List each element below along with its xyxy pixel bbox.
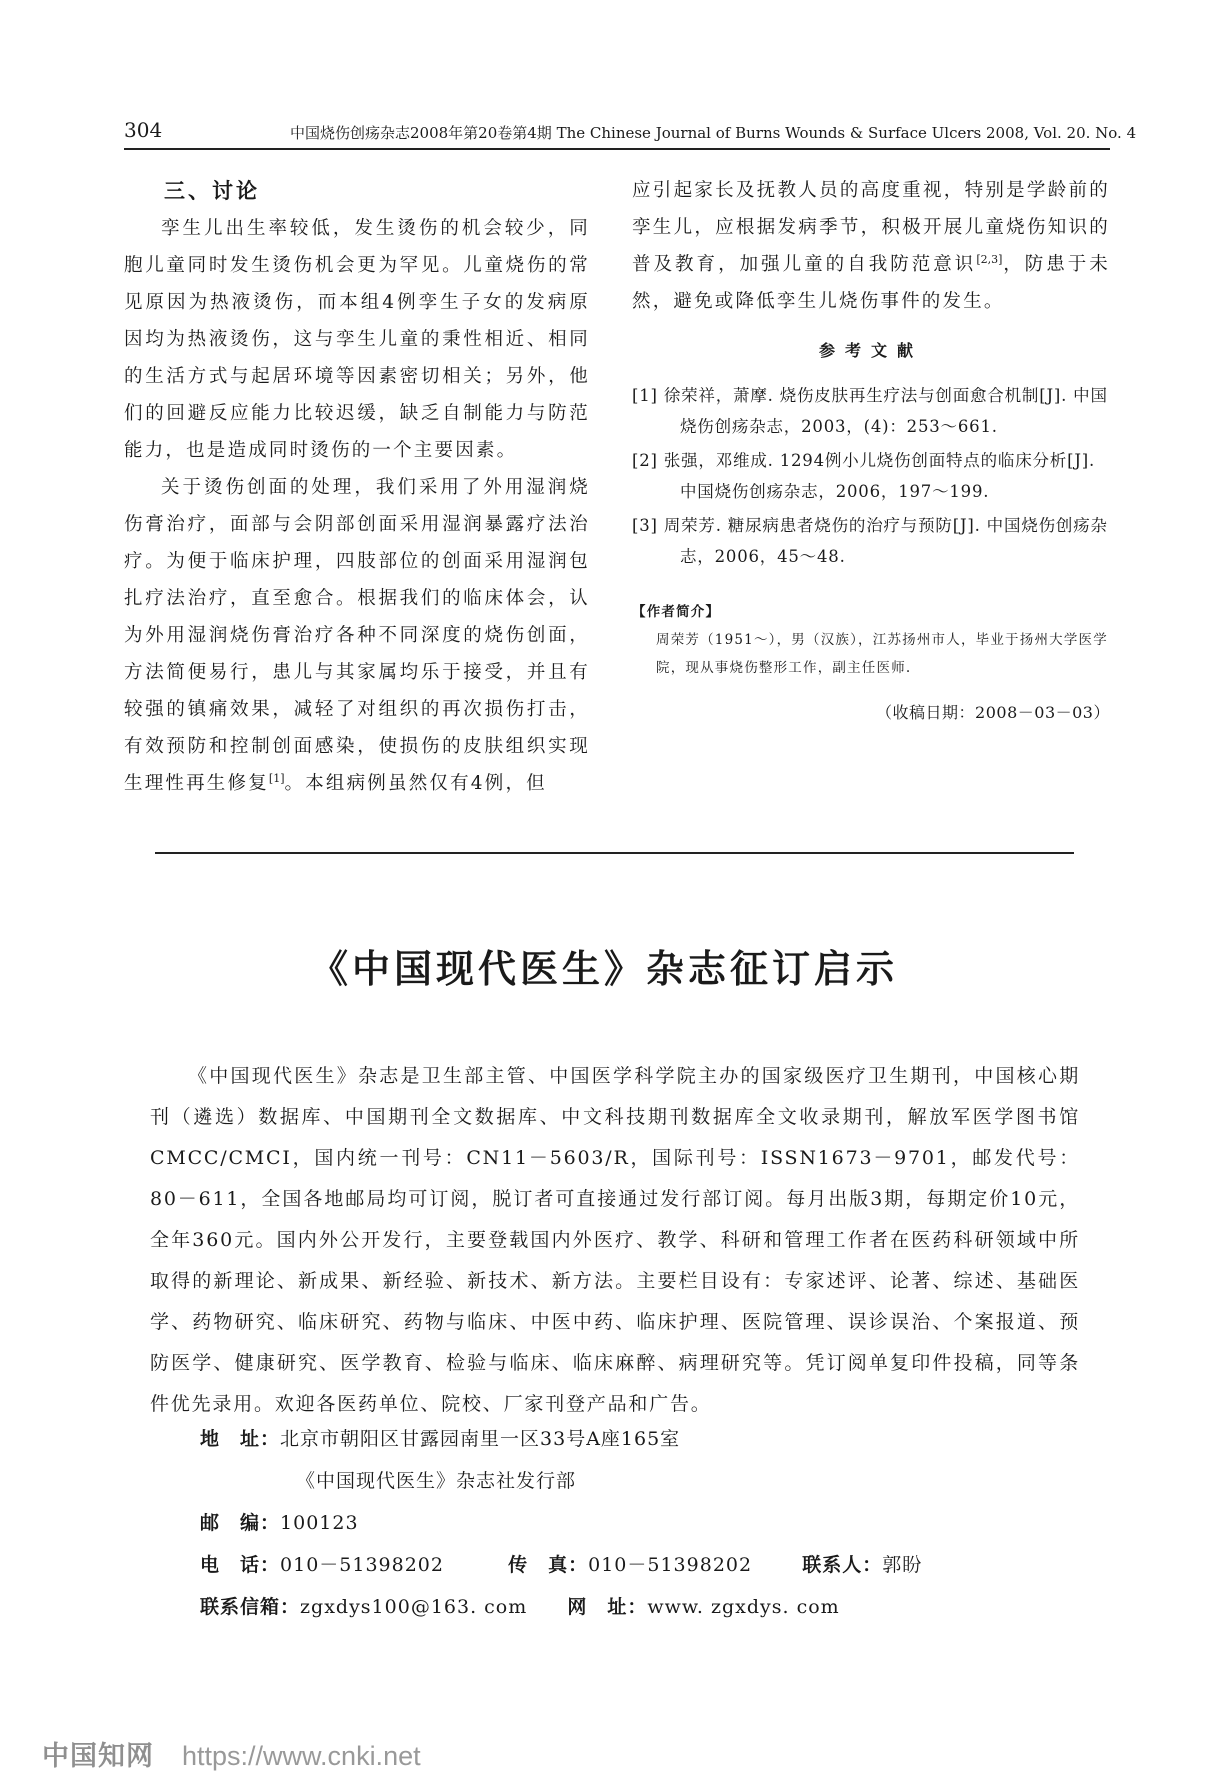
references-title: 参考文献 (818, 341, 923, 360)
section-divider (155, 852, 1074, 854)
reference-item: [1] 徐荣祥，萧摩. 烧伤皮肤再生疗法与创面愈合机制[J]. 中国烧伤创疡杂志，2003，(4)：253～661. (632, 386, 1108, 436)
fax-value: 010－51398202 (588, 1554, 753, 1576)
article-column-right (632, 172, 1110, 731)
notice-title: 《中国现代医生》杂志征订启示 (309, 946, 898, 991)
address-value: 北京市朝阳区甘露园南里一区33号A座165室 (280, 1428, 681, 1450)
author-info (632, 598, 1110, 682)
discussion-paragraph-2 (124, 469, 590, 802)
received-date: （收稿日期：2008－03－03） (876, 703, 1110, 722)
fax-label: 传 真： (508, 1554, 589, 1576)
running-head: 中国烧伤创疡杂志2008年第20卷第4期 The Chinese Journal of Burns Wounds & Surface Ulcers 2008, Vol. 20. No. 4 (290, 124, 1137, 142)
reference-list (632, 380, 1110, 572)
cnki-watermark (42, 1734, 421, 1773)
contact-person-label: 联系人： (802, 1554, 883, 1576)
reference-item: [2] 张强，邓维成. 1294例小儿烧伤创面特点的临床分析[J]. 中国烧伤创疡杂志，2006，197～199. (632, 451, 1096, 501)
paragraph-2-text: 关于烫伤创面的处理，我们采用了外用湿润烧伤膏治疗，面部与会阴部创面采用湿润暴露疗法治疗。为便于临床护理，四肢部位的创面采用湿润包扎疗法治疗，直至愈合。根据我们的临床体会，认为外用湿润烧伤膏治疗各种不同深度的烧伤创面，方法简便易行，患儿与其家属均乐于接受，并且有较强的镇痛效果，减轻了对组织的再次损伤打击，有效预防和控制创面感染，使损伤的皮肤组织实现生理性再生修复 (124, 477, 590, 794)
contact-postcode (200, 1508, 359, 1535)
section-heading: 三、讨论 (164, 178, 260, 203)
paragraph-2-tail: 。本组病例虽然仅有4例，但 (284, 773, 547, 794)
article-column-left (124, 172, 590, 802)
address-label: 地 址： (200, 1428, 281, 1450)
cnki-url: https://www.cnki.net (182, 1741, 421, 1771)
discussion-paragraph-3 (632, 172, 1110, 320)
email-label: 联系信箱： (200, 1596, 301, 1618)
address-value-line2: 《中国现代医生》杂志社发行部 (296, 1470, 577, 1492)
paragraph-3-text: 应引起家长及抚教人员的高度重视，特别是学龄前的孪生儿，应根据发病季节，积极开展儿童烧伤知识的普及教育，加强儿童的自我防范意识 (632, 180, 1110, 275)
postcode-value: 100123 (280, 1512, 359, 1534)
contact-phone-row (200, 1550, 922, 1577)
contact-email-row (200, 1592, 840, 1619)
page-number: 304 (124, 118, 163, 142)
email-value: zgxdys100@163. com (300, 1596, 528, 1618)
postcode-label: 邮 编： (200, 1512, 281, 1534)
contact-address (200, 1424, 680, 1451)
header-rule (124, 148, 1110, 150)
author-info-text: 周荣芳（1951～），男（汉族），江苏扬州市人，毕业于扬州大学医学院，现从事烧伤整形工作，副主任医师. (656, 632, 1108, 676)
citation-2-3: [2,3] (976, 252, 1003, 266)
contact-address-line2 (296, 1466, 576, 1493)
notice-body: 《中国现代医生》杂志是卫生部主管、中国医学科学院主办的国家级医疗卫生期刊，中国核心期刊（遴选）数据库、中国期刊全文数据库、中文科技期刊数据库全文收录期刊，解放军医学图书馆CMCC/CMCI，国内统一刊号：CN11－5603/R，国际刊号：ISSN1673－9701，邮发代号：80－611，全国各地邮局均可订阅，脱订者可直接通过发行部订阅。每月出版3期，每期定价10元，全年360元。国内外公开发行，主要登载国内外医疗、教学、科研和管理工作者在医药科研领域中所取得的新理论、新成果、新经验、新技术、新方法。主要栏目设有：专家述评、论著、综述、基础医学、药物研究、临床研究、药物与临床、中医中药、临床护理、医院管理、误诊误治、个案报道、预防医学、健康研究、医学教育、检验与临床、临床麻醉、病理研究等。凭订阅单复印件投稿，同等条件优先录用。欢迎各医药单位、院校、厂家刊登产品和广告。 (150, 1065, 1080, 1415)
contact-person-value: 郭盼 (882, 1554, 923, 1576)
author-info-title: 【作者简介】 (632, 604, 721, 620)
citation-1: [1] (268, 771, 285, 785)
phone-label: 电 话： (200, 1554, 281, 1576)
cnki-logo-text: 中国知网 (42, 1741, 154, 1771)
paragraph-3-tail: ，防患于未然，避免或降低孪生儿烧伤事件的发生。 (632, 254, 1110, 312)
website-label: 网 址： (567, 1596, 648, 1618)
reference-item: [3] 周荣芳. 糖尿病患者烧伤的治疗与预防[J]. 中国烧伤创疡杂志，2006，45～48. (632, 516, 1108, 566)
website-value: www. zgxdys. com (647, 1596, 840, 1618)
discussion-paragraph-1: 孪生儿出生率较低，发生烫伤的机会较少，同胞儿童同时发生烫伤机会更为罕见。儿童烧伤的常见原因为热液烫伤，而本组4例孪生子女的发病原因均为热液烫伤，这与孪生儿童的秉性相近、相同的生活方式与起居环境等因素密切相关；另外，他们的回避反应能力比较迟缓，缺乏自制能力与防范能力，也是造成同时烫伤的一个主要因素。 (124, 218, 590, 461)
phone-value: 010－51398202 (280, 1554, 444, 1576)
